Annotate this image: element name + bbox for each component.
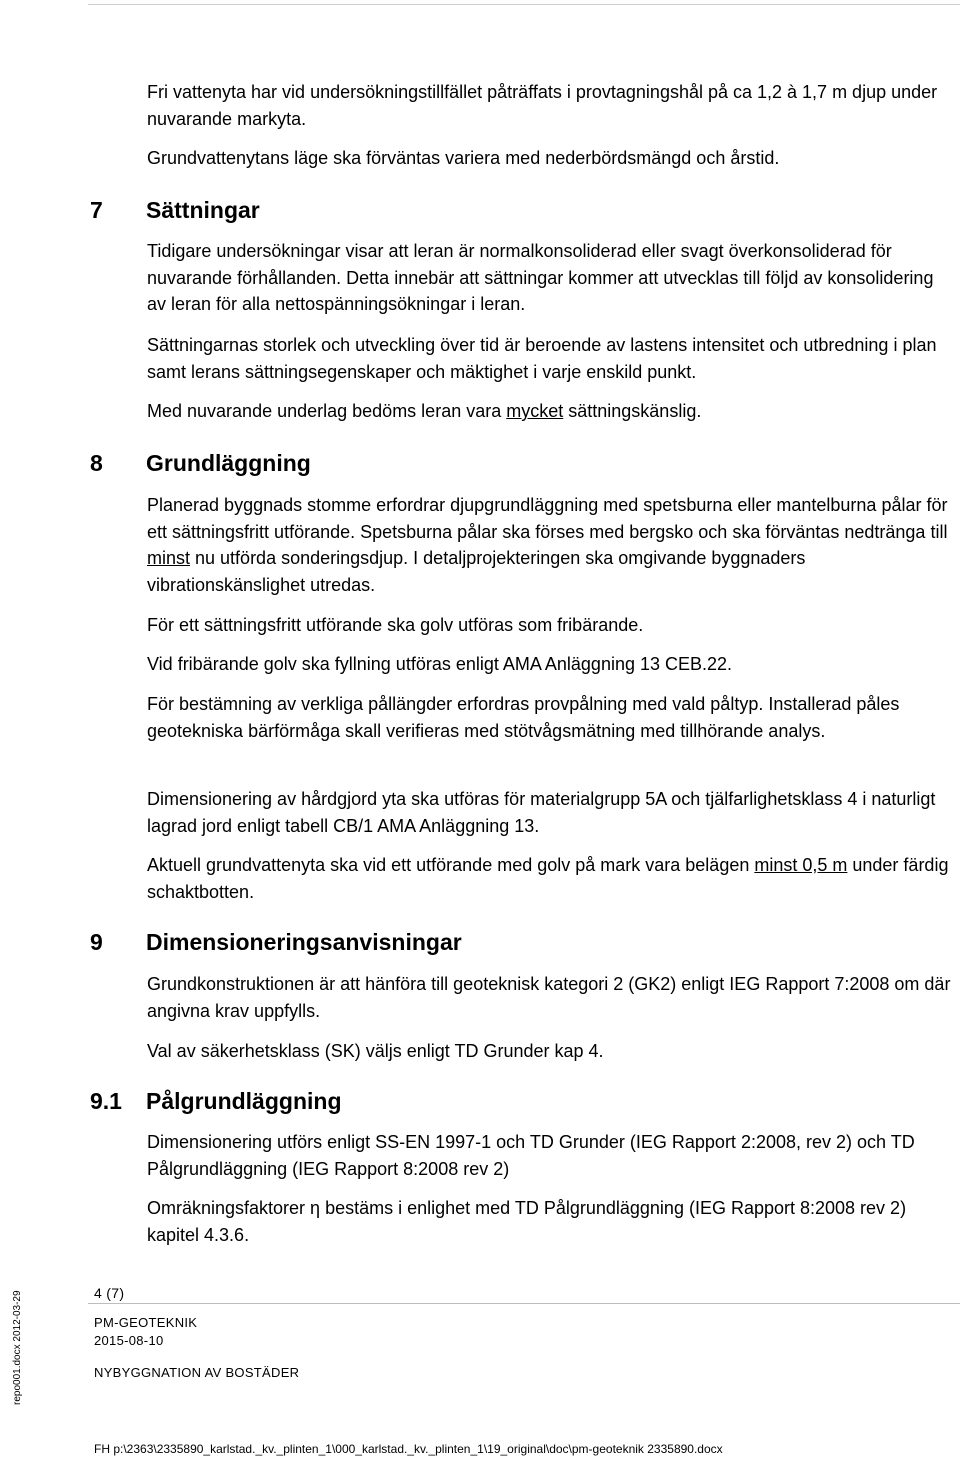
section-7-para-1	[147, 238, 957, 318]
paragraph	[147, 238, 957, 318]
paragraph: Fri vattenyta har vid undersökningstillfället påträffats i provtagningshål på ca 1,2 à 1,7 m djup under nuvarande markyta.	[147, 82, 938, 129]
underlined-text: minst	[147, 548, 191, 568]
section-number: 9.1	[90, 1088, 122, 1114]
section-9-1-para-1	[147, 1129, 957, 1182]
section-title: Dimensioneringsanvisningar	[146, 929, 462, 955]
underlined-text: mycket	[506, 401, 564, 421]
text-run: Planerad byggnads stomme erfordrar djupgrundläggning med spetsburna eller mantelburna pålar för ett sättningsfritt utförande. Spetsburna pålar ska förses med bergsko och ska förväntas nedtränga till	[147, 495, 948, 542]
text-run: under färdig schaktbotten.	[147, 855, 949, 902]
intro-section	[147, 79, 957, 132]
footer-project: NYBYGGNATION AV BOSTÄDER	[94, 1365, 300, 1380]
section-8-para-1	[147, 492, 957, 598]
section-heading-7	[90, 195, 260, 225]
text-run: Aktuell grundvattenyta ska vid ett utförande med golv på mark vara belägen	[147, 855, 755, 875]
footer-company: PM-GEOTEKNIK	[94, 1315, 198, 1330]
paragraph	[147, 492, 957, 598]
paragraph: Dimensionering utförs enligt SS-EN 1997-1 och TD Grunder (IEG Rapport 2:2008, rev 2) och TD Pålgrundläggning (IEG Rapport 8:2008 rev 2)	[147, 1132, 915, 1179]
template-id: repo001.docx 2012-03-29	[12, 1290, 23, 1405]
section-8-para-2	[147, 612, 957, 639]
section-7-para-3	[147, 398, 957, 425]
section-number: 8	[90, 450, 103, 476]
section-9-para-1	[147, 971, 957, 1024]
text-run: Med nuvarande underlag bedöms leran vara	[147, 401, 507, 421]
intro-section-2	[147, 145, 957, 172]
section-number: 9	[90, 929, 103, 955]
section-title: Sättningar	[146, 197, 260, 223]
section-heading-9	[90, 927, 462, 957]
section-8-para-5	[147, 786, 957, 839]
paragraph: Omräkningsfaktorer η bestäms i enlighet med TD Pålgrundläggning (IEG Rapport 8:2008 rev 2) kapitel 4.3.6.	[147, 1198, 907, 1245]
paragraph: Grundvattenytans läge ska förväntas variera med nederbördsmängd och årstid.	[147, 148, 780, 168]
footer-rule	[88, 1303, 960, 1304]
paragraph: Dimensionering av hårdgjord yta ska utföras för materialgrupp 5A och tjälfarlighetsklass 4 i naturligt lagrad jord enligt tabell CB/1 AMA Anläggning 13.	[147, 789, 936, 836]
section-9-1-para-2	[147, 1195, 957, 1248]
paragraph: Grundkonstruktionen är att hänföra till geoteknisk kategori 2 (GK2) enligt IEG Rapport 7:2008 om där angivna krav uppfylls.	[147, 974, 951, 1021]
paragraph	[147, 852, 957, 905]
page-number: 4 (7)	[94, 1285, 125, 1301]
section-8-para-6	[147, 852, 957, 905]
text-run: nu utförda sonderingsdjup. I detaljprojekteringen ska omgivande byggnaders vibrationskänslighet utredas.	[147, 548, 806, 595]
paragraph: Val av säkerhetsklass (SK) väljs enligt TD Grunder kap 4.	[147, 1041, 604, 1061]
section-heading-8	[90, 448, 311, 478]
text-run: Tidigare undersökningar visar att leran är normalkonsoliderad eller svagt överkonsoliderad för nuvarande förhållanden.	[147, 241, 892, 288]
paragraph: Sättningarnas storlek och utveckling över tid är beroende av lastens intensitet och utbredning i plan samt lerans sättningsegenskaper och mäktighet i varje enskild punkt.	[147, 335, 937, 382]
section-title: Grundläggning	[146, 450, 311, 476]
paragraph: Vid fribärande golv ska fyllning utföras enligt AMA Anläggning 13 CEB.22.	[147, 654, 733, 674]
section-heading-9-1	[90, 1086, 342, 1116]
section-8-para-4	[147, 691, 957, 744]
paragraph: För ett sättningsfritt utförande ska golv utföras som fribärande.	[147, 615, 644, 635]
section-7-para-2	[147, 332, 957, 385]
section-title: Pålgrundläggning	[146, 1088, 342, 1114]
text-run: sättningskänslig.	[563, 401, 702, 421]
section-8-para-3	[147, 651, 957, 678]
underlined-text: minst 0,5 m	[754, 855, 848, 875]
footer-file-path: FH p:\2363\2335890_karlstad._kv._plinten_1\000_karlstad._kv._plinten_1\19_original\doc\pm-geoteknik 2335890.docx	[94, 1442, 723, 1456]
section-9-para-2	[147, 1038, 957, 1065]
section-number: 7	[90, 197, 103, 223]
paragraph	[147, 398, 957, 425]
text-run: Detta innebär att sättningar kommer att utvecklas till följd av konsolidering av leran för alla nettospänningsökningar i leran.	[147, 267, 934, 314]
footer-date: 2015-08-10	[94, 1333, 164, 1348]
paragraph: För bestämning av verkliga pållängder erfordras provpålning med vald påltyp. Installerad påles geotekniska bärförmåga skall verifieras med stötvågsmätning med tillhörande analys.	[147, 694, 900, 741]
top-rule	[88, 4, 960, 5]
